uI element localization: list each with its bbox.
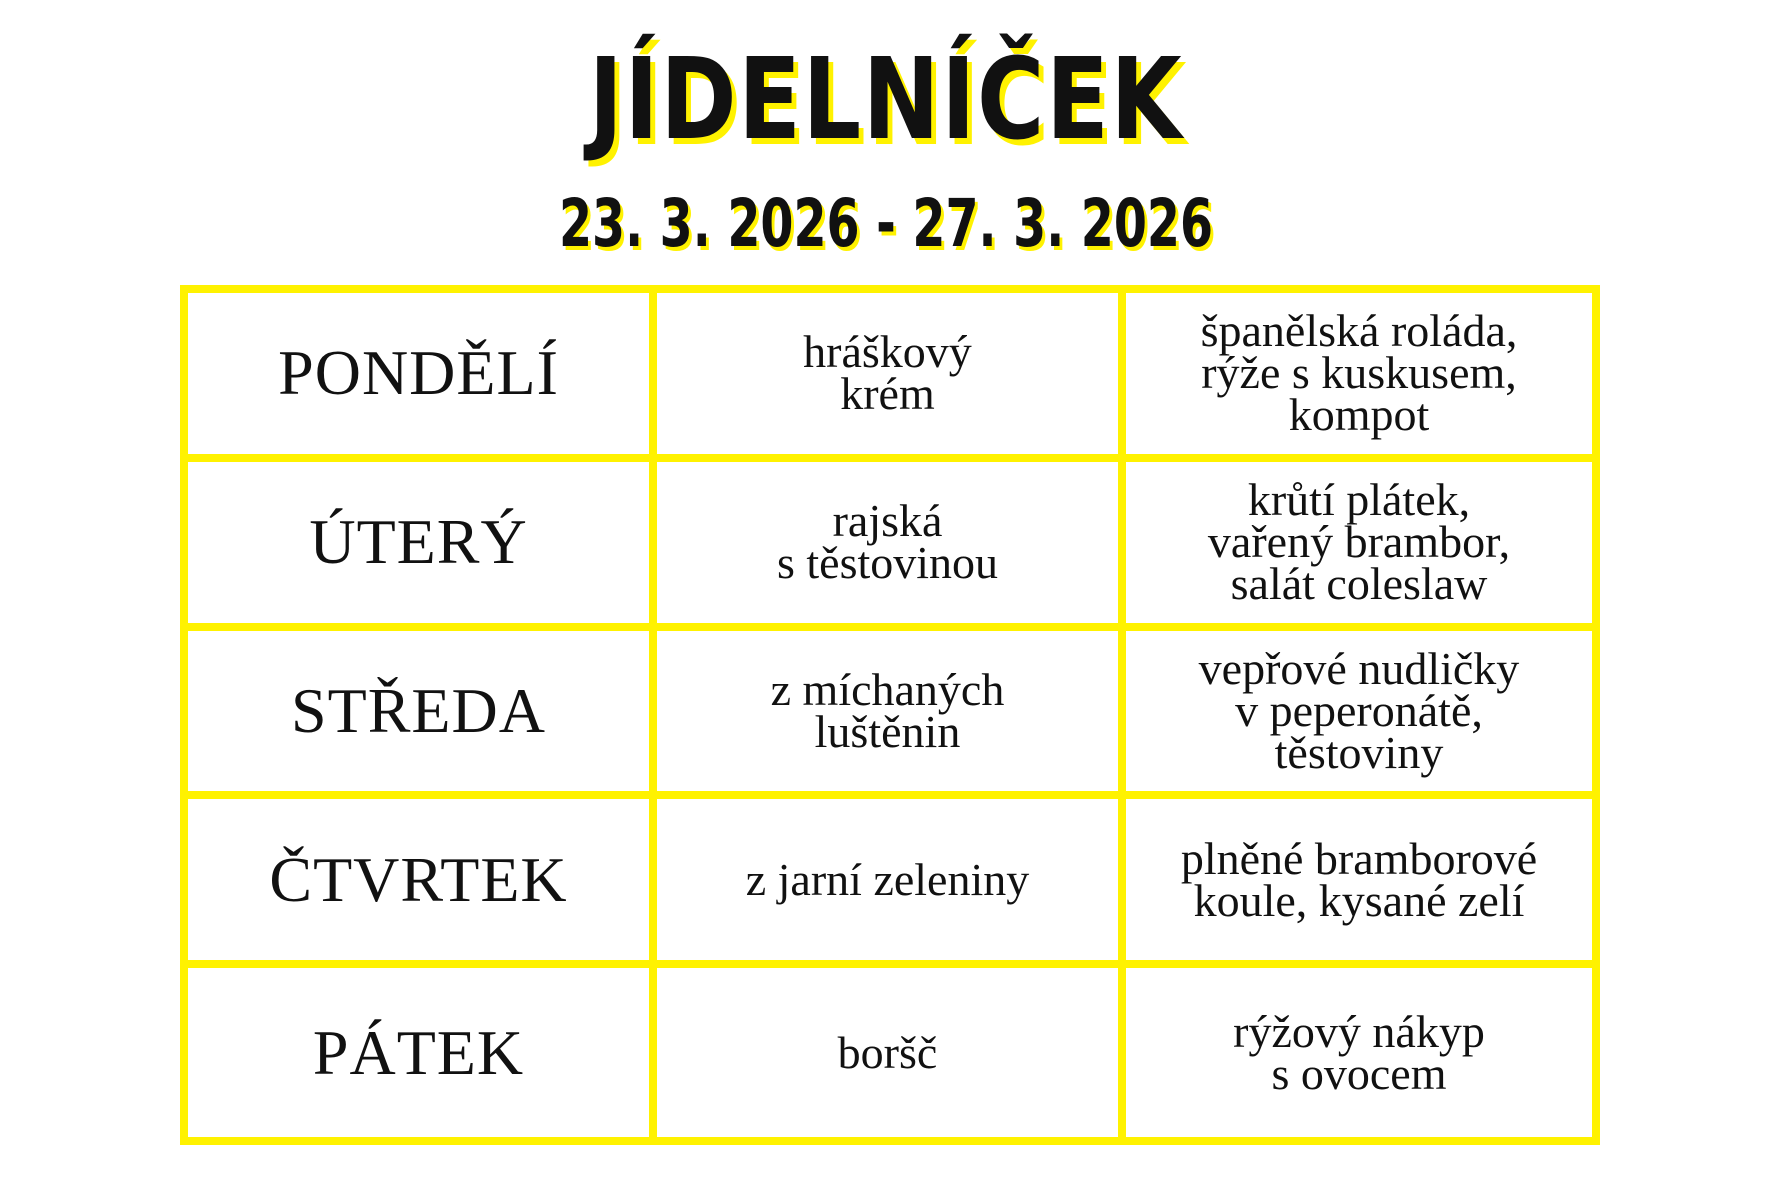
- day-cell: PÁTEK: [188, 968, 657, 1137]
- day-cell: STŘEDA: [188, 631, 657, 800]
- soup-cell: hráškový krém: [657, 293, 1126, 462]
- menu-table: [180, 285, 1600, 1145]
- page-title: JÍDELNÍČEK: [588, 35, 1184, 165]
- main-dish-cell: plněné bramborové koule, kysané zelí: [1126, 799, 1592, 968]
- soup-cell: boršč: [657, 968, 1126, 1137]
- date-range: 23. 3. 2026 - 27. 3. 2026: [558, 185, 1214, 262]
- soup-cell: z jarní zeleniny: [657, 799, 1126, 968]
- main-dish-cell: vepřové nudličky v peperonátě, těstoviny: [1126, 631, 1592, 800]
- day-cell: ÚTERÝ: [188, 462, 657, 631]
- day-cell: PONDĚLÍ: [188, 293, 657, 462]
- main-dish-cell: španělská roláda, rýže s kuskusem, kompot: [1126, 293, 1592, 462]
- main-dish-cell: rýžový nákyp s ovocem: [1233, 1005, 1485, 1099]
- soup-cell: rajská s těstovinou: [657, 462, 1126, 631]
- main-dish-cell: krůtí plátek, vařený brambor, salát coleslaw: [1126, 462, 1592, 631]
- soup-cell: z míchaných luštěnin: [657, 631, 1126, 800]
- day-cell: ČTVRTEK: [188, 799, 657, 968]
